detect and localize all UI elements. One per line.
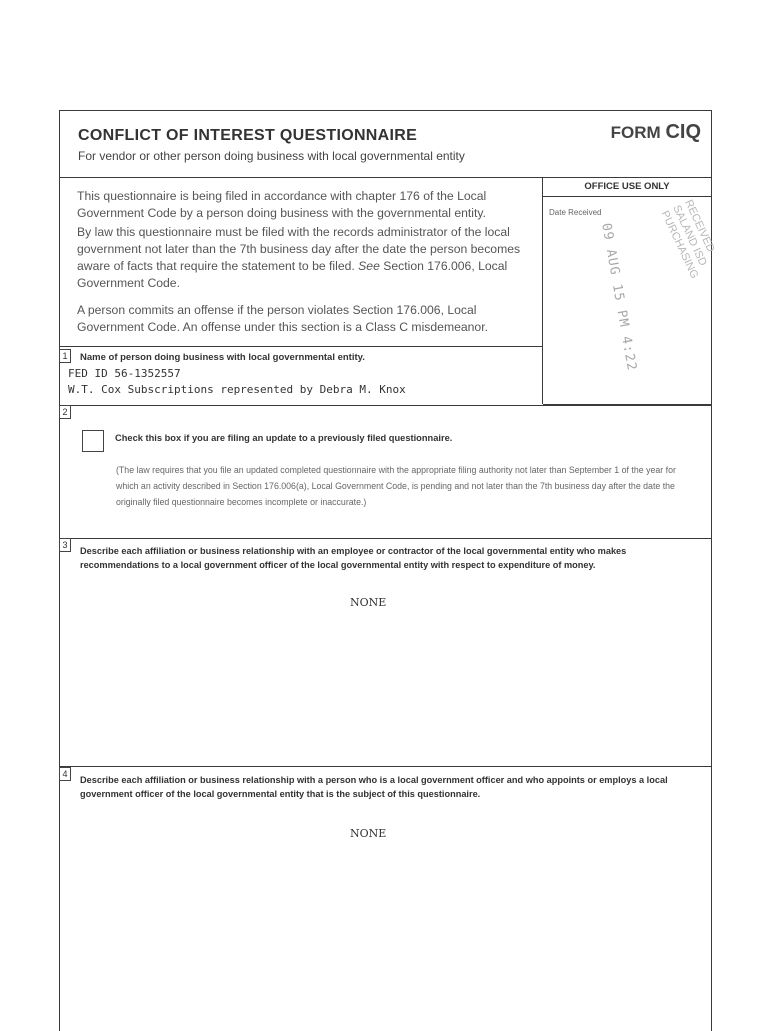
- vendor-name: W.T. Cox Subscriptions represented by Debra M. Knox: [68, 383, 406, 396]
- office-use-box: [543, 178, 717, 405]
- office-use-label: OFFICE USE ONLY: [543, 178, 711, 197]
- intro-see: See: [358, 259, 380, 273]
- intro-paragraph-2-main: By law this questionnaire must be filed with the records administrator of the local government not later than the 7th business day after the date the person becomes aware of facts that require the statement to be filed.: [77, 225, 521, 273]
- date-received-label: Date Received: [549, 208, 602, 217]
- form-subtitle: For vendor or other person doing business with local governmental entity: [78, 149, 465, 163]
- section-3-label: Describe each affiliation or business relationship with an employee or contractor of the local governmental entity who makes recommendations to a local government officer of the local governmental entity with respect to expenditure of money.: [80, 546, 627, 570]
- form-title: CONFLICT OF INTEREST QUESTIONNAIRE: [78, 127, 418, 144]
- received-date-stamp: 09 AUG 15 PM 4:22: [598, 222, 640, 373]
- section-4-answer: NONE: [350, 827, 387, 840]
- section-4-label: Describe each affiliation or business relationship with a person who is a local government officer and who appoints or employs a local government officer of the local governmental entity that is the subject of this questionnaire.: [80, 775, 668, 799]
- ciq-form: [59, 110, 717, 1031]
- section-3: [60, 538, 711, 767]
- section-3-number: 3: [59, 538, 71, 552]
- intro-instructions: [60, 178, 543, 347]
- update-requirement-note: (The law requires that you file an updated completed questionnaire with the appropriate filing authority not later than September 1 of the year for which an activity described in Section 176.006(a), Local Government Code, is pending and not later than the 7th business day after the date the originally filed questionnaire becomes incomplete or inaccurate.): [116, 465, 676, 507]
- section-1: [60, 347, 543, 404]
- received-stamp: RECEIVED SALAND ISD PURCHASING: [658, 198, 717, 281]
- vendor-fed-id: FED ID 56-1352557: [68, 367, 181, 380]
- intro-paragraph-1: This questionnaire is being filed in accordance with chapter 176 of the Local Government Code by a person doing business with the governmental entity.: [77, 189, 487, 220]
- form-word: FORM: [610, 123, 661, 142]
- form-identifier: [611, 121, 701, 144]
- section-3-answer: NONE: [350, 596, 387, 609]
- update-checkbox-label: Check this box if you are filing an update to a previously filed questionnaire.: [115, 433, 453, 443]
- section-4: [60, 767, 711, 1031]
- section-2: [60, 405, 711, 539]
- form-header: [60, 111, 711, 178]
- intro-paragraph-2: [77, 224, 532, 292]
- form-code: CIQ: [665, 121, 701, 143]
- intro-paragraph-3: A person commits an offense if the person violates Section 176.006, Local Government Code. An offense under this section is a Class C misdemeanor.: [77, 303, 488, 334]
- section-1-number: 1: [59, 349, 71, 363]
- section-2-number: 2: [59, 405, 71, 419]
- intro-paragraph-2-ref: Section 176.006, Local Government Code.: [77, 259, 508, 290]
- section-1-label: Name of person doing business with local governmental entity.: [80, 352, 365, 363]
- section-4-number: 4: [59, 767, 71, 781]
- update-checkbox[interactable]: [82, 430, 104, 452]
